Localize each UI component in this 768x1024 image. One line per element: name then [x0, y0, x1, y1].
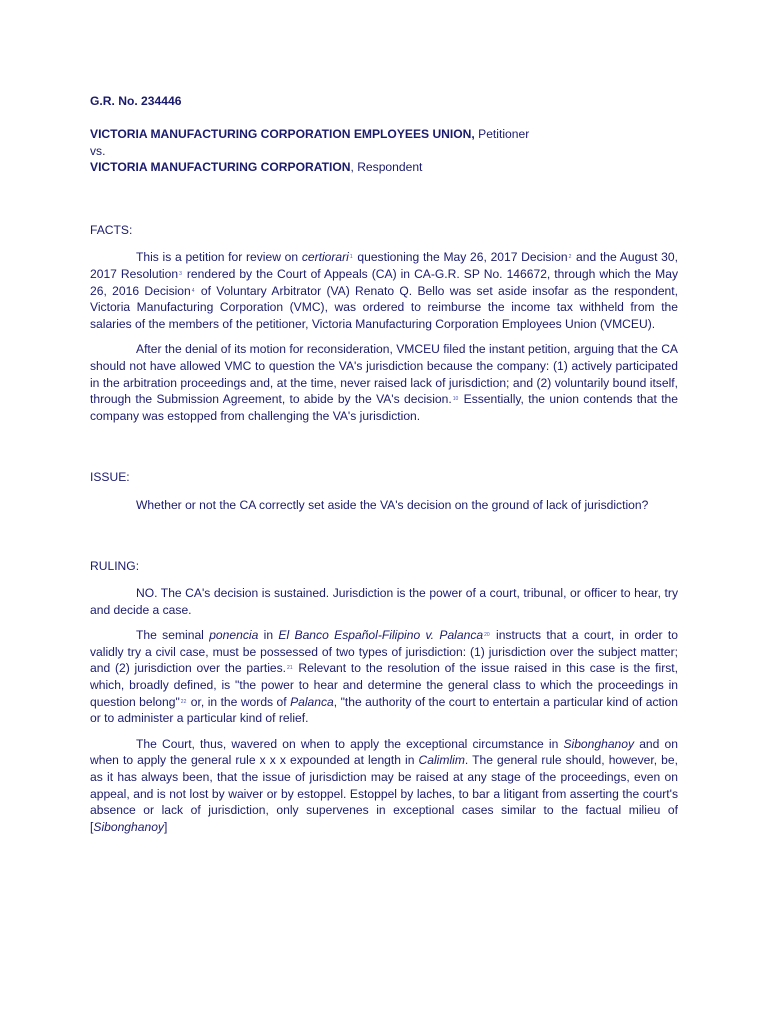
footnote-marker[interactable]: 2: [568, 254, 572, 261]
petitioner-name: VICTORIA MANUFACTURING CORPORATION EMPLOYEES UNION,: [90, 127, 475, 141]
text-run: Essentially, the union contends that the company was estopped from challenging the VA's jurisdiction.: [90, 392, 679, 423]
text-run: The seminal: [136, 628, 210, 643]
text-run: The Court, thus, wavered on when to apply the exceptional circumstance in: [136, 736, 564, 751]
respondent-role: , Respondent: [350, 160, 423, 175]
footnote-marker[interactable]: 20: [484, 632, 490, 639]
footnote-marker[interactable]: 3: [179, 270, 182, 277]
text-run: of Voluntary Arbitrator (VA) Renato Q. Bello was set aside insofar as the respondent, Victoria Manufacturing Corporation (VMC), was ordered to reimburse the income tax withheld from the salaries of the members of the petitioner, Victoria Manufacturing Corporation Employees Union (VMCEU).: [90, 283, 678, 331]
case-citation: El Banco Español-Filipino v. Palanca: [278, 628, 484, 643]
text-run: and on when to apply the general rule x x x expounded at length in: [90, 736, 678, 768]
text-run: questioning the May 26, 2017 Decision: [353, 250, 568, 265]
case-citation: Calimlim: [418, 753, 465, 768]
issue-paragraph: Whether or not the CA correctly set aside the VA's decision on the ground of lack of jurisdiction?: [136, 497, 649, 512]
footnote-marker[interactable]: 21: [287, 665, 293, 672]
case-parties: [90, 126, 678, 176]
ruling-paragraph-2: [90, 627, 678, 727]
text-run: or, in the words of: [187, 694, 291, 709]
text-run: instructs that a court, in order to validly try a civil case, must be possessed of two types of jurisdiction: (1) jurisdiction over the subject matter; and (2) jurisdiction over the parties.: [90, 628, 678, 676]
footnote-marker[interactable]: 4: [191, 287, 195, 294]
text-run: , "the authority of the court to entertain a particular kind of action or to administer a particular kind of relief.: [90, 694, 678, 726]
issue-heading: ISSUE:: [90, 470, 130, 485]
text-run: rendered by the Court of Appeals (CA) in CA-G.R. SP No. 146672, through which the May 26, 2016 Decision: [90, 266, 678, 298]
italic-term: ponencia: [209, 628, 259, 643]
text-run: This is a petition for review on: [136, 250, 302, 265]
petitioner-line: [90, 126, 678, 143]
text-run: ]: [163, 819, 168, 834]
case-citation: Sibonghanoy: [563, 736, 635, 751]
respondent-line: [90, 159, 678, 176]
text-run: and the August 30, 2017 Resolution: [90, 250, 678, 281]
text-run: Relevant to the resolution of the issue raised in this case is the first, which, broadly defined, is "the power to hear and determine the general class to which the proceedings in question belong": [90, 661, 678, 709]
versus-line: vs.: [90, 143, 106, 158]
case-citation: Palanca: [290, 694, 334, 709]
petitioner-role: Petitioner: [474, 127, 530, 141]
italic-term: certiorari: [301, 250, 349, 265]
facts-heading: FACTS:: [90, 222, 133, 237]
case-number: G.R. No. 234446: [90, 94, 182, 108]
respondent-name: VICTORIA MANUFACTURING CORPORATION: [90, 160, 351, 175]
text-run: After the denial of its motion for reconsideration, VMCEU filed the instant petition, arguing that the CA should not have allowed VMC to question the VA's jurisdiction because the company: (1) actively participated in the arbitration proceedings and, at the time, never raised lack of jurisdiction; and (2) voluntarily bound itself, through the Submission Agreement, to abide by the VA's decision.: [90, 342, 678, 407]
ruling-heading: RULING:: [90, 558, 140, 573]
footnote-marker[interactable]: 10: [452, 396, 459, 403]
text-run: . The general rule should, however, be, as it has always been, that the issue of jurisdiction may be raised at any stage of the proceedings, even on appeal, and is not lost by waiver or by estoppel. Estoppel by laches, to bar a litigant from asserting the court's absence or lack of jurisdiction, only supervenes in exceptional cases similar to the factual milieu of [: [90, 753, 678, 834]
case-citation: Sibonghanoy: [93, 819, 164, 834]
facts-paragraph-1: [90, 249, 678, 332]
facts-paragraph-2: [90, 341, 678, 424]
ruling-paragraph-3: [90, 736, 678, 836]
ruling-paragraph-1: NO. The CA's decision is sustained. Jurisdiction is the power of a court, tribunal, or officer to hear, try and decide a case.: [90, 586, 678, 617]
footnote-marker[interactable]: 1: [349, 254, 353, 261]
text-run: in: [258, 628, 279, 643]
footnote-marker[interactable]: 22: [180, 698, 187, 705]
